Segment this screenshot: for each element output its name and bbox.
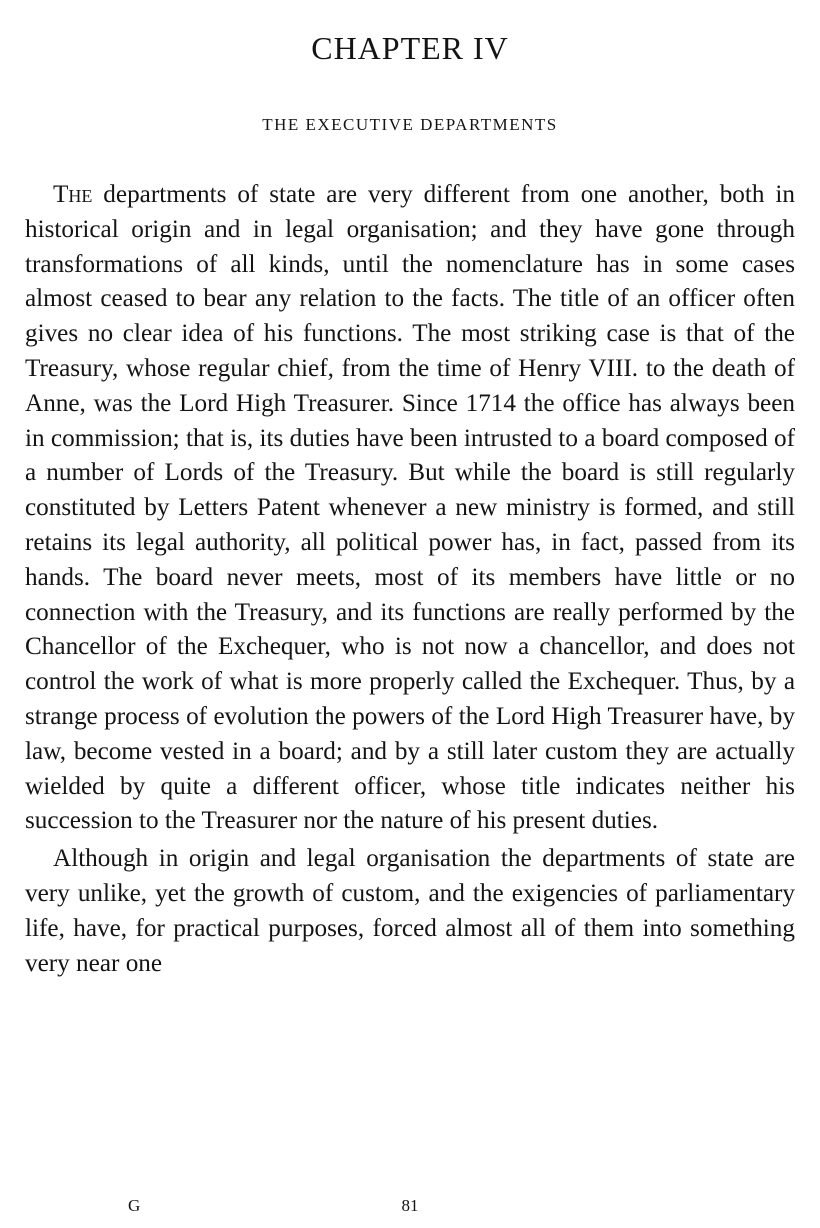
paragraph-text: Although in origin and legal organisation the departments of state are very unlike, yet the growth of custom, and the exigencies of parliamentary life, have, for practical purposes, forced almost all of them into something very near one: [25, 845, 795, 977]
body-text: [25, 178, 795, 981]
page-number: 81: [401, 1196, 419, 1215]
paragraph-text: departments of state are very different from one another, both in historical origin and in legal organisation; and they have gone through transformations of all kinds, until the nomenclature has in some cases almost ceased to bear any relation to the facts. The title of an officer often gives no clear idea of his functions. The most striking case is that of the Treasury, whose regular chief, from the time of Henry VIII. to the death of Anne, was the Lord High Treasurer. Since 1714 the office has always been in commission; that is, its duties have been intrusted to a board composed of a number of Lords of the Treasury. But while the board is still regularly constituted by Letters Patent whenever a new ministry is formed, and still retains its legal authority, all political power has, in fact, passed from its hands. The board never meets, most of its members have little or no connection with the Treasury, and its functions are really performed by the Chancellor of the Exchequer, who is not now a chancellor, and does not control the work of what is more properly called the Exchequer. Thus, by a strange process of evolution the powers of the Lord High Treasurer have, by law, become vested in a board; and by a still later custom they are actually wielded by quite a different officer, whose title indicates neither his succession to the Treasurer nor the nature of his present duties.: [25, 181, 795, 835]
paragraph-lead-word: The: [53, 181, 93, 208]
chapter-title: CHAPTER IV: [311, 30, 509, 66]
paragraph: [25, 178, 795, 839]
paragraph: [25, 842, 795, 981]
signature-mark: G: [128, 1196, 141, 1215]
chapter-subtitle: THE EXECUTIVE DEPARTMENTS: [262, 115, 558, 134]
page-footer: [0, 1196, 820, 1220]
